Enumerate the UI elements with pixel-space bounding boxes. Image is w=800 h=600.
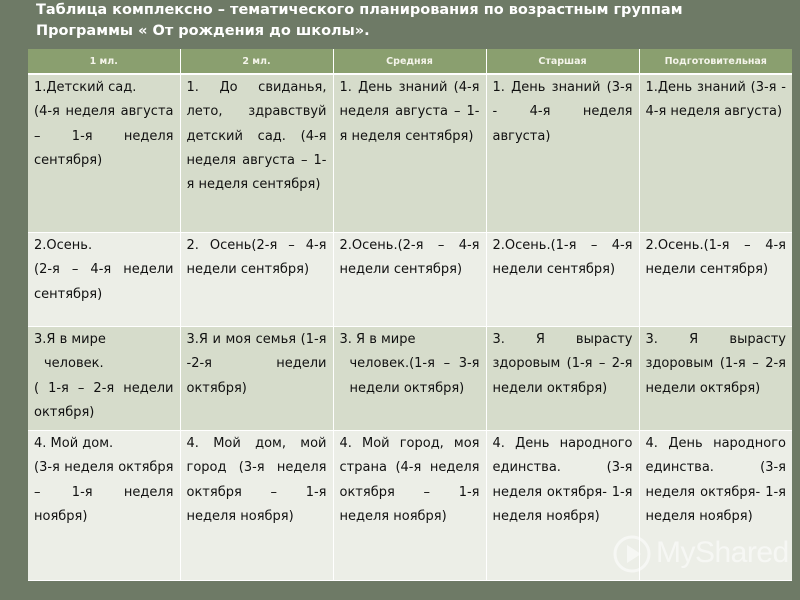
cell-line: ( 1-я – 2-я недели октября) <box>34 380 174 420</box>
cell-line: 4. День народного единства. (3-я неделя октября- 1-я неделя ноября) <box>645 436 786 524</box>
cell-line: 4. День народного единства. (3-я неделя октября- 1-я неделя ноября) <box>492 436 633 524</box>
table-cell <box>333 233 486 327</box>
header-srednyaya: Средняя <box>333 49 486 74</box>
cell-line: 2. Осень(2-я – 4-я недели сентября) <box>186 238 327 278</box>
cell-line: 4. Мой город, моя страна (4-я неделя октября – 1-я неделя ноября) <box>339 436 480 524</box>
cell-line: 2.Осень.(2-я – 4-я недели сентября) <box>339 238 480 278</box>
cell-line: 1.Детский сад. <box>34 80 137 95</box>
table-cell <box>639 233 792 327</box>
slide-title <box>36 0 756 42</box>
cell-line: 4. Мой дом, мой город (3-я неделя октября – 1-я неделя ноября) <box>186 436 327 524</box>
header-2ml: 2 мл. <box>180 49 333 74</box>
table-cell <box>333 327 486 431</box>
header-row <box>28 49 792 74</box>
cell-line: 3.Я и моя семья (1-я -2-я недели октября) <box>186 332 327 396</box>
header-starshaya: Старшая <box>486 49 639 74</box>
cell-line: 1. День знаний (4-я неделя августа – 1-я неделя сентября) <box>339 80 480 144</box>
table-cell <box>180 327 333 431</box>
cell-line: (3-я неделя октября – 1-я неделя ноября) <box>34 460 174 524</box>
play-circle-icon <box>612 534 652 574</box>
table-row <box>28 233 792 327</box>
table-cell <box>333 74 486 233</box>
cell-line: 3. Я в мире <box>339 332 416 347</box>
cell-line: 2.Осень.(1-я – 4-я недели сентября) <box>492 238 633 278</box>
table-cell <box>486 74 639 233</box>
header-podgotovitelnaya: Подготовительная <box>639 49 792 74</box>
table-cell <box>28 233 180 327</box>
table-cell <box>639 74 792 233</box>
table-cell <box>333 431 486 581</box>
table-cell <box>486 233 639 327</box>
table-cell <box>180 74 333 233</box>
cell-line: человек.(1-я – 3-я недели октября) <box>349 356 480 396</box>
table-cell <box>180 233 333 327</box>
cell-line: (4-я неделя августа – 1-я неделя сентября) <box>34 104 174 168</box>
watermark-text: MyShared <box>656 536 789 569</box>
header-1ml: 1 мл. <box>28 49 180 74</box>
table-cell <box>28 327 180 431</box>
table-row <box>28 74 792 233</box>
table-cell <box>639 327 792 431</box>
planning-table <box>28 49 792 581</box>
table-cell <box>486 327 639 431</box>
cell-line: 3.Я в мире <box>34 332 106 347</box>
cell-line: 2.Осень. <box>34 238 93 253</box>
cell-line: 1. До свиданья, лето, здравствуй детский сад. (4-я неделя августа – 1-я неделя сентября) <box>186 80 327 193</box>
table-row <box>28 327 792 431</box>
table-cell <box>28 431 180 581</box>
table-cell <box>180 431 333 581</box>
cell-line: 1. День знаний (3-я - 4-я неделя августа) <box>492 80 633 144</box>
cell-line: 3. Я вырасту здоровым (1-я – 2-я недели октября) <box>492 332 633 396</box>
watermark <box>612 530 789 578</box>
cell-line: человек. <box>44 356 104 372</box>
cell-line: 3. Я вырасту здоровым (1-я – 2-я недели октября) <box>645 332 786 396</box>
cell-line: (2-я – 4-я недели сентября) <box>34 262 174 302</box>
table-cell <box>28 74 180 233</box>
cell-line: 4. Мой дом. <box>34 436 114 451</box>
title-line-2: Программы « От рождения до школы». <box>36 23 370 39</box>
title-line-1: Таблица комплексно – тематического планирования по возрастным группам <box>36 2 683 18</box>
cell-line: 1.День знаний (3-я - 4-я неделя августа) <box>645 80 786 120</box>
cell-line: 2.Осень.(1-я – 4-я недели сентября) <box>645 238 786 278</box>
